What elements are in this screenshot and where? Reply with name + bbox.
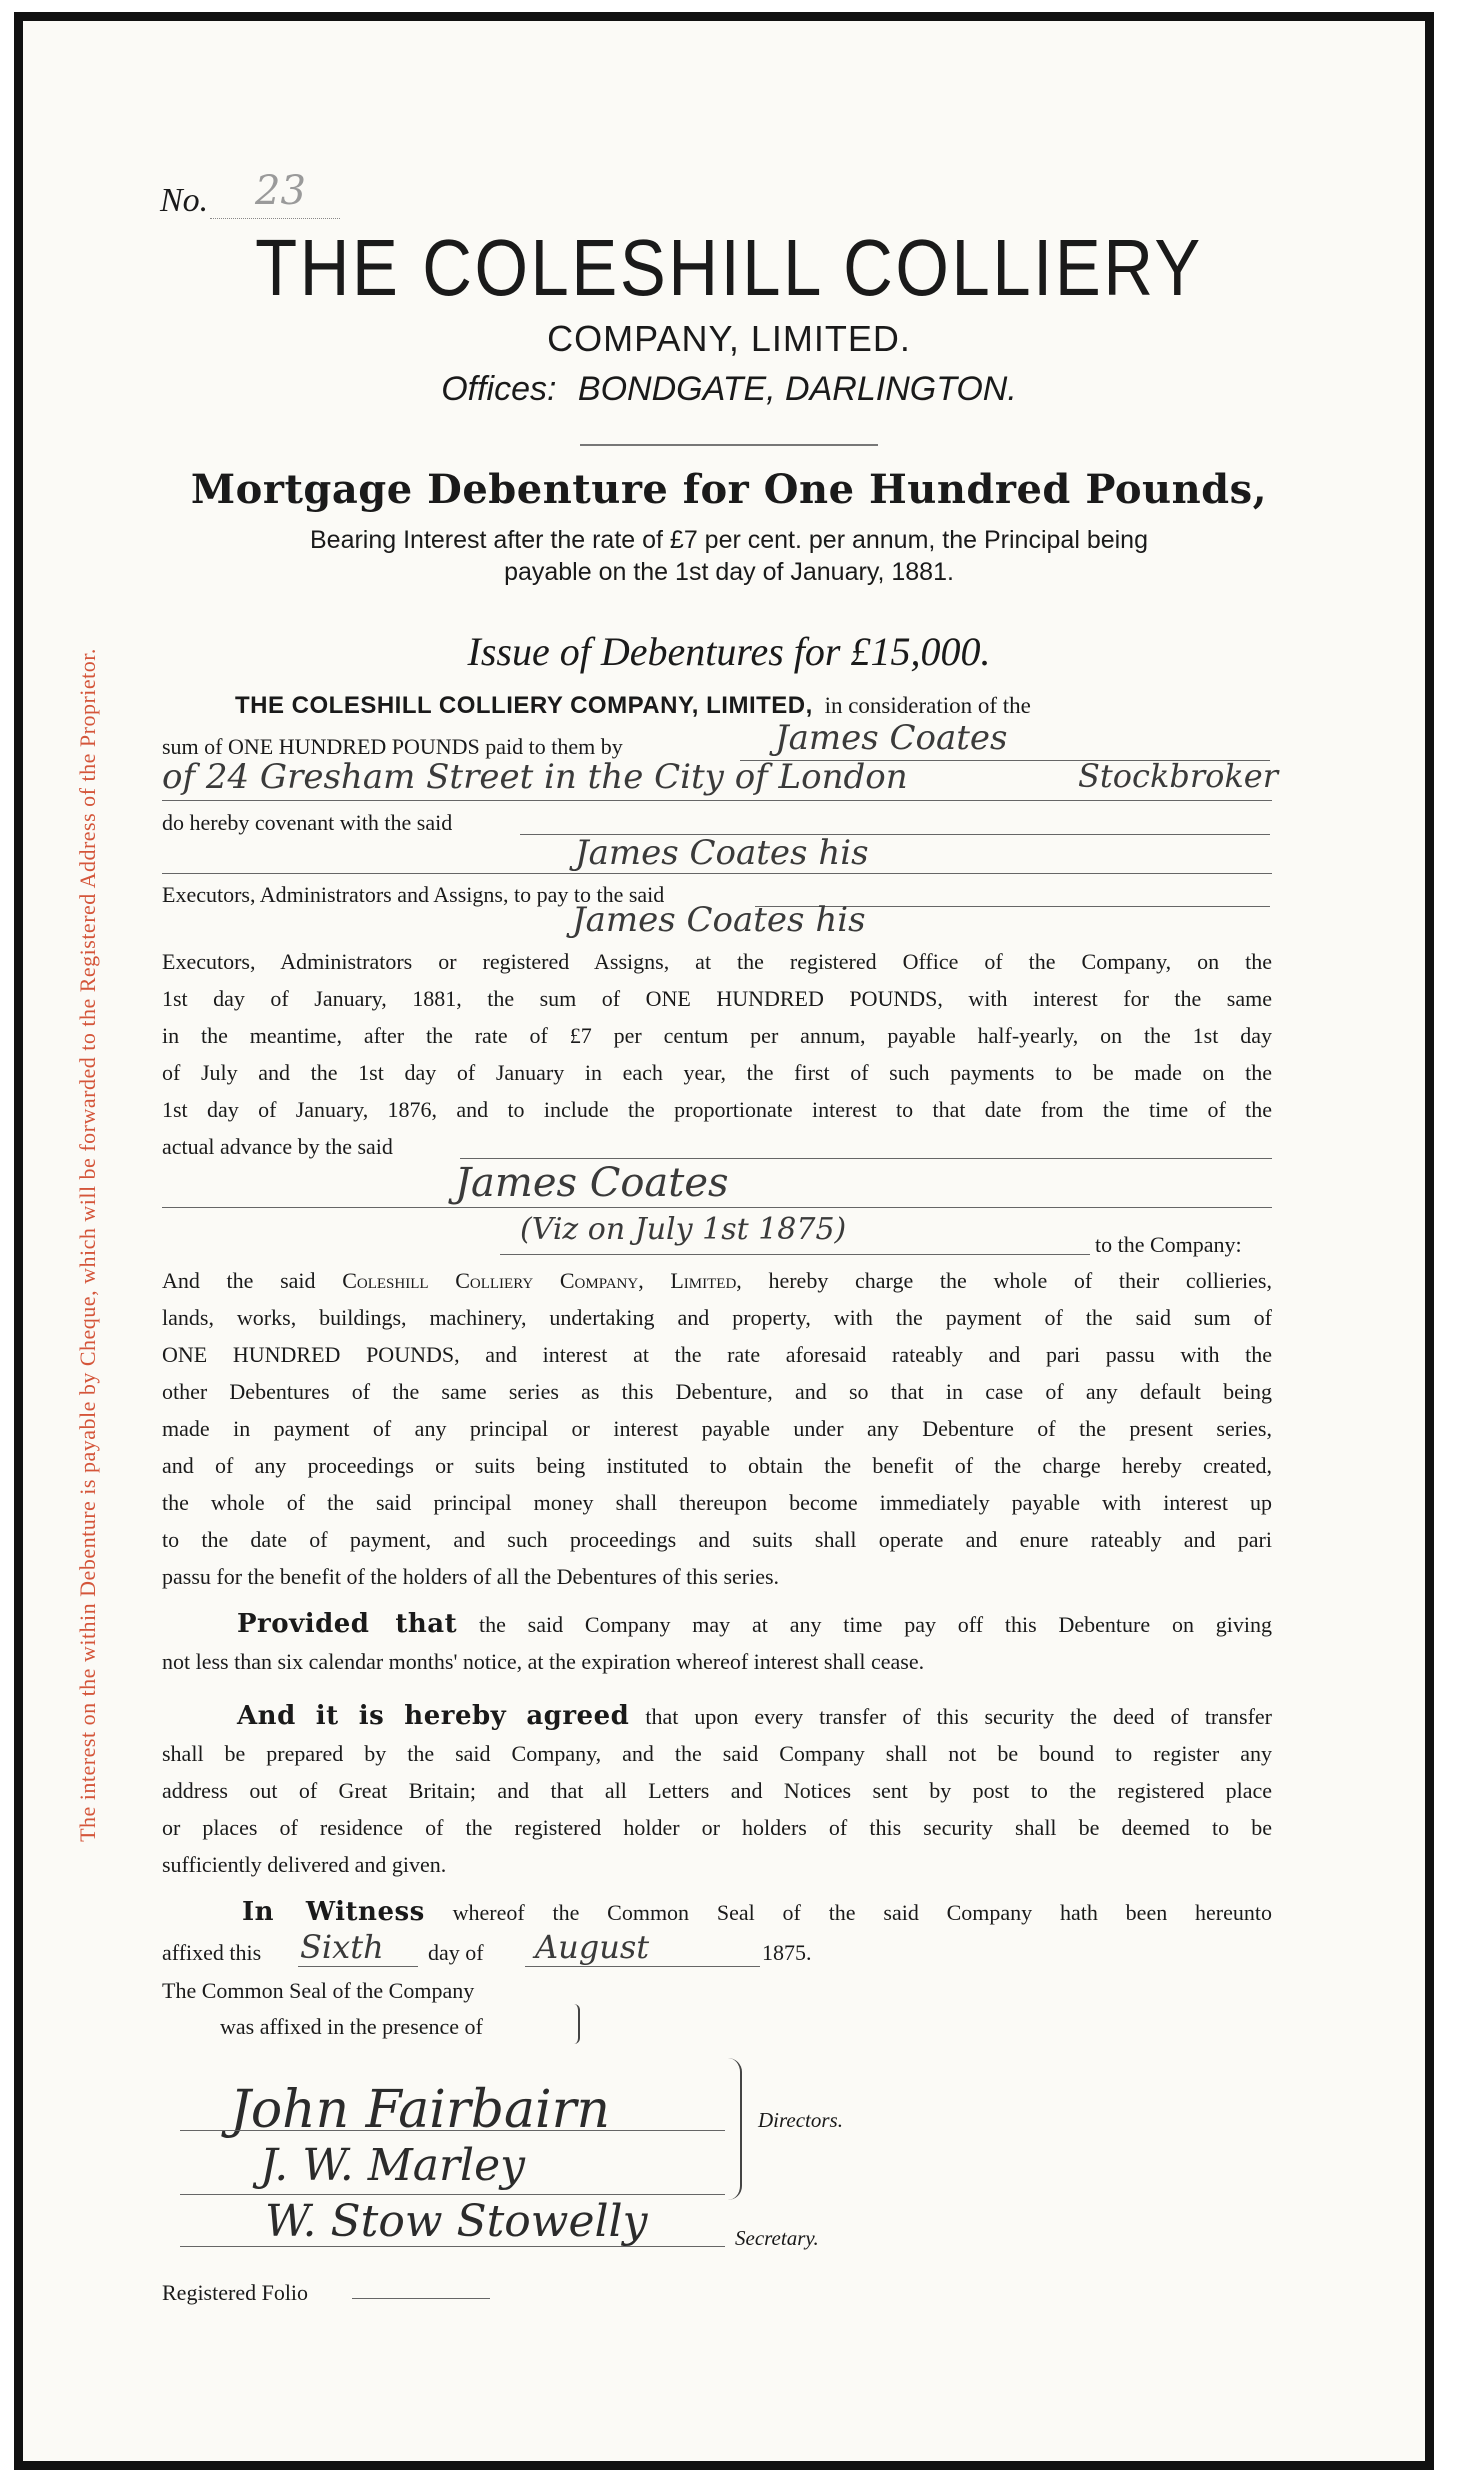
holder-name-4: James Coates	[455, 1160, 729, 1206]
p1-line6: Executors, Administrators and Assigns, to pay to the said	[162, 882, 665, 907]
paragraph-5	[162, 1698, 1272, 1883]
seal-brace	[572, 2004, 580, 2044]
p2-line: in the meantime, after the rate of £7 per centum per annum, payable half-yearly, on the 1st day	[162, 1023, 1272, 1048]
affixed-label: affixed this	[162, 1940, 262, 1965]
line-advance	[460, 1158, 1272, 1159]
offices-line	[0, 370, 1458, 409]
seal-line-1: The Common Seal of the Company	[162, 1978, 475, 2003]
p3-line: passu for the benefit of the holders of all the Debentures of this series.	[162, 1564, 780, 1589]
number-label: No.	[160, 182, 209, 219]
p2-line: Executors, Administrators or registered Assigns, at the registered Office of the Company, on the	[162, 949, 1272, 974]
consideration-text: in consideration of the	[824, 693, 1031, 718]
number-value: 23	[255, 168, 306, 214]
year-text: 1875.	[762, 1940, 812, 1965]
p3-line: lands, works, buildings, machinery, undertaking and property, with the payment of the said sum of	[162, 1305, 1272, 1330]
p4-line: not less than six calendar months' notice, at the expiration whereof interest shall cease.	[162, 1649, 925, 1674]
signature-3: W. Stow Stowelly	[265, 2196, 648, 2247]
holder-name-1: James Coates	[775, 718, 1008, 758]
p3-line	[162, 1262, 1272, 1299]
in-witness: In Witness	[242, 1897, 425, 1927]
line-sig-1	[180, 2130, 725, 2131]
debenture-title: Mortgage Debenture for One Hundred Pounds,	[190, 466, 1268, 513]
p5-line: sufficiently delivered and given.	[162, 1852, 447, 1877]
p2-line: actual advance by the said	[162, 1134, 393, 1159]
offices-address: BONDGATE, DARLINGTON.	[577, 370, 1017, 408]
directors-brace	[726, 2058, 742, 2200]
p1-line1	[235, 692, 1031, 720]
signature-1: John Fairbairn	[230, 2080, 610, 2140]
company-subtitle: COMPANY, LIMITED.	[547, 318, 911, 359]
issue-line: Issue of Debentures for £15,000.	[467, 629, 991, 674]
line-sig-3	[180, 2246, 725, 2247]
p3-lead: And the said	[162, 1268, 316, 1293]
directors-label: Directors.	[758, 2108, 843, 2132]
p3-line: ONE HUNDRED POUNDS, and interest at the rate aforesaid rateably and pari passu with the	[162, 1342, 1272, 1367]
interest-line-1: Bearing Interest after the rate of £7 per cent. per annum, the Principal being	[309, 526, 1148, 554]
p1-line2: sum of ONE HUNDRED POUNDS paid to them by	[162, 734, 623, 759]
month-value: August	[535, 1928, 650, 1966]
p1-line4: do hereby covenant with the said	[162, 810, 453, 835]
folio-label: Registered Folio	[162, 2280, 309, 2305]
p5-line: or places of residence of the registered holder or holders of this security shall be deemed to be	[162, 1815, 1272, 1840]
line-sig-2	[180, 2194, 725, 2195]
p2-line: 1st day of January, 1876, and to include the proportionate interest to that date from the time of the	[162, 1097, 1272, 1122]
holder-address: of 24 Gresham Street in the City of London	[162, 757, 908, 797]
p4-line	[162, 1606, 1272, 1643]
secretary-label: Secretary.	[735, 2226, 819, 2250]
company-title: THE COLESHILL COLLIERY	[255, 223, 1203, 312]
p3-line: made in payment of any principal or interest payable under any Debenture of the present series,	[162, 1416, 1272, 1441]
signature-2: J. W. Marley	[260, 2140, 525, 2191]
p3-line: the whole of the said principal money shall thereupon become immediately payable with interest up	[162, 1490, 1272, 1515]
p5-text: that upon every transfer of this security the deed of transfer	[645, 1704, 1273, 1729]
side-note: The interest on the within Debenture is payable by Cheque, which will be forwarded to the Registered Address of the Proprietor.	[75, 648, 100, 1842]
line-folio	[352, 2298, 490, 2299]
p3-rest: hereby charge the whole of their collieries,	[768, 1268, 1272, 1293]
day-value: Sixth	[300, 1928, 384, 1966]
p5-line	[162, 1698, 1272, 1735]
p6-line	[162, 1894, 1272, 1931]
viz-note: (Viz on July 1st 1875)	[520, 1212, 847, 1247]
line-name-2	[162, 873, 1272, 874]
holder-occupation: Stockbroker	[1078, 757, 1279, 795]
line-address	[162, 800, 1272, 801]
p4-text: the said Company may at any time pay off this Debenture on giving	[478, 1612, 1272, 1637]
paragraph-6	[162, 1894, 1272, 1931]
day-of-label: day of	[428, 1940, 484, 1965]
line-day	[298, 1966, 418, 1967]
interest-line-2: payable on the 1st day of January, 1881.	[504, 558, 954, 586]
number-line	[210, 218, 340, 219]
seal-line-2: was affixed in the presence of	[220, 2014, 483, 2039]
p5-line: shall be prepared by the said Company, and the said Company shall not be bound to register any	[162, 1741, 1272, 1766]
offices-label: Offices:	[441, 370, 557, 408]
p2-line: of July and the 1st day of January in each year, the first of such payments to be made on the	[162, 1060, 1272, 1085]
affixed-line	[162, 1940, 261, 1966]
p5-line: address out of Great Britain; and that all Letters and Notices sent by post to the registered place	[162, 1778, 1272, 1803]
company-smallcaps: Coleshill Colliery Company, Limited,	[342, 1268, 742, 1293]
holder-name-3: James Coates his	[572, 900, 866, 940]
provided-that: Provided that	[237, 1609, 458, 1639]
p3-line: and of any proceedings or suits being instituted to obtain the benefit of the charge hereby created,	[162, 1453, 1272, 1478]
paragraph-4	[162, 1606, 1272, 1680]
line-month	[525, 1966, 760, 1967]
p3-line: other Debentures of the same series as this Debenture, and so that in case of any default being	[162, 1379, 1272, 1404]
line-advance-2	[162, 1207, 1272, 1208]
hereby-agreed: And it is hereby agreed	[237, 1701, 630, 1731]
paragraph-2	[162, 943, 1272, 1165]
company-name-bold: THE COLESHILL COLLIERY COMPANY, LIMITED,	[235, 692, 813, 719]
to-company: to the Company:	[1095, 1232, 1242, 1257]
header-rule	[580, 444, 878, 446]
p3-line: to the date of payment, and such proceedings and suits shall operate and enure rateably and pari	[162, 1527, 1272, 1552]
holder-name-2: James Coates his	[575, 833, 869, 873]
p2-line: 1st day of January, 1881, the sum of ONE HUNDRED POUNDS, with interest for the same	[162, 986, 1272, 1011]
line-viz	[500, 1254, 1090, 1255]
p6-text: whereof the Common Seal of the said Company hath been hereunto	[452, 1900, 1272, 1925]
paragraph-3	[162, 1262, 1272, 1595]
